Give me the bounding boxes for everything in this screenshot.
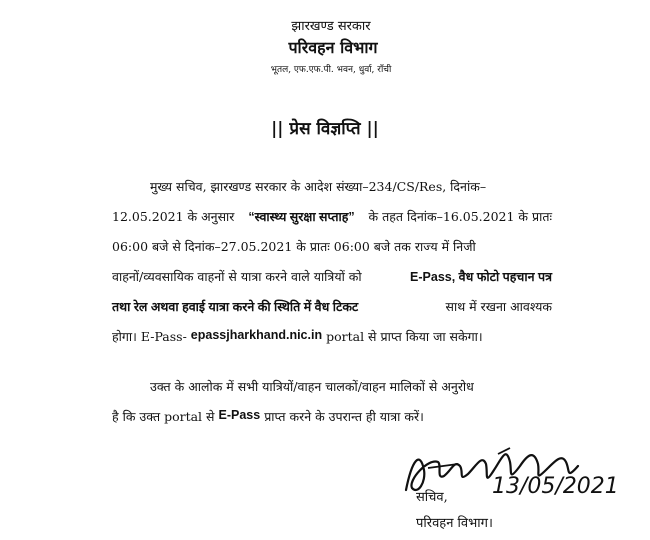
- para2-line-2: [112, 408, 552, 425]
- para1-line-4: [112, 268, 552, 285]
- para1-line-2-text-a: 12.05.2021 के अनुसार: [112, 209, 235, 224]
- epass-label: E-Pass: [218, 408, 261, 422]
- para1-line-1: [150, 178, 552, 195]
- para2-line-1: [150, 378, 552, 395]
- para1-line-5: [112, 298, 552, 315]
- para1-line-6-text-a: होगा। E-Pass-: [112, 329, 187, 344]
- para1-line-3: [112, 238, 552, 255]
- para2-line-2-text-a: है कि उक्त portal से: [112, 409, 215, 424]
- handwritten-date: 13/05/2021: [492, 474, 619, 499]
- signer-department: परिवहन विभाग।: [416, 516, 493, 531]
- para1-line-2-text-b: के तहत दिनांक–16.05.2021 के प्रातः: [368, 209, 552, 224]
- para1-line-6: [112, 328, 552, 345]
- para1-line-2: [112, 208, 552, 225]
- para1-line-3-text: 06:00 बजे से दिनांक–27.05.2021 के प्रातः 06:00 बजे तक राज्य में निजी: [112, 239, 476, 254]
- para2-line-1-text: उक्त के आलोक में सभी यात्रियों/वाहन चालकों/वाहन मालिकों से अनुरोध: [150, 379, 474, 394]
- department-address: भूतल, एफ.एफ.पी. भवन, धुर्वा, राँची: [270, 65, 392, 75]
- ticket-requirement-text: तथा रेल अथवा हवाई यात्रा करने की स्थिति में वैध टिकट: [112, 300, 359, 314]
- epass-photo-id-text: E-Pass, वैध फोटो पहचान पत्र: [410, 270, 552, 284]
- para1-line-1-text: मुख्य सचिव, झारखण्ड सरकार के आदेश संख्या–234/CS/Res, दिनांक–: [150, 179, 487, 194]
- para2-line-2-text-b: प्राप्त करने के उपरान्त ही यात्रा करें।: [264, 409, 424, 424]
- health-week-name: “स्वास्थ्य सुरक्षा सप्ताह”: [248, 210, 355, 224]
- department-name: परिवहन विभाग: [288, 38, 378, 57]
- signer-designation: सचिव,: [416, 490, 448, 505]
- para1-line-6-text-b: portal से प्राप्त किया जा सकेगा।: [326, 329, 483, 344]
- para1-line-4-text: वाहनों/व्यवसायिक वाहनों से यात्रा करने वाले यात्रियों को: [112, 269, 362, 284]
- press-release-title: || प्रेस विज्ञप्ति ||: [271, 119, 379, 139]
- para1-line-5-text: साथ में रखना आवश्यक: [445, 299, 552, 314]
- epass-portal-url: epassjharkhand.nic.in: [190, 328, 323, 342]
- government-name: झारखण्ड सरकार: [291, 19, 371, 34]
